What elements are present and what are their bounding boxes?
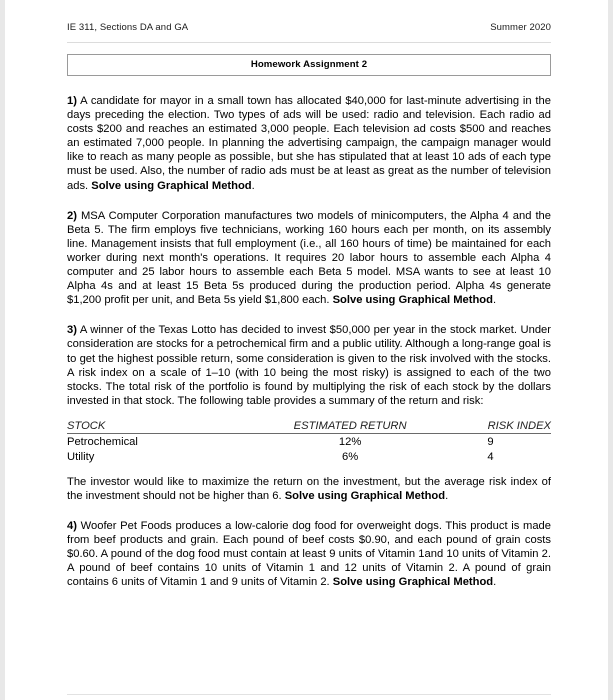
column-header-stock: STOCK [67, 419, 270, 434]
footer-divider [67, 694, 551, 695]
problem-4-period: . [493, 576, 497, 589]
problem-4-number: 4) [67, 519, 77, 532]
problem-2 [67, 209, 551, 308]
problem-3-body: A winner of the Texas Lotto has decided to invest $50,000 per year in the stock market. Under consideration are stocks for a petrochemical firm and a public utility. Although a long-range goal is to get the highest possible return, some consideration is given to the risk involved with the stocks. A risk index on a scale of 1–10 (with 10 being the most risky) is assigned to each of the two stocks. The total risk of the portfolio is found by multiplying the risk of each stock by the dollars invested in that stock. The following table provides a summary of the return and risk: [67, 324, 551, 407]
stock-summary-table [67, 419, 551, 464]
problem-1-solve-instruction: Solve using Graphical Method [91, 179, 252, 192]
problem-2-period: . [492, 294, 497, 307]
header-divider [67, 42, 551, 43]
problem-3-closing: The investor would like to maximize the return on the investment, but the average risk index of the investment should not be higher than 6. [67, 475, 551, 502]
stock-table-body [67, 434, 551, 464]
table-row [67, 434, 551, 449]
problem-1-number: 1) [67, 95, 77, 107]
document-page [5, 0, 608, 700]
running-head [67, 0, 551, 33]
cell-risk-index: 4 [487, 450, 494, 463]
problem-4-body: Woofer Pet Foods produces a low-calorie dog food for overweight dogs. This product is made from beef products and grain. Each pound of beef costs $0.90, and each pound of grain costs $0.60. A pound of the dog food must contain at least 9 units of Vitamin 1and 10 units of Vitamin 2. A pound of beef contains 10 units of Vitamin 1 and 12 units of Vitamin 2. A pound of grain contains 6 units of Vitamin 1 and 9 units of Vitamin 2. [67, 519, 551, 589]
column-header-estimated-return: ESTIMATED RETURN [270, 419, 430, 434]
problem-4-text [67, 519, 551, 589]
problem-1-period: . [251, 179, 255, 192]
problem-1-body: A candidate for mayor in a small town has allocated $40,000 for last-minute advertising in the days preceding the election. Two types of ads will be used: radio and television. Each radio ad costs $200 and reaches an estimated 3,000 people. Each television ad costs $500 and reaches an estimated 7,000 people. In planning the advertising campaign, the campaign manager would like to reach as many people as possible, but she has stipulated that at least 10 ads of each type must be used. Also, the number of radio ads must be at least as great as the number of television ads. [67, 95, 551, 192]
problem-3-closing-text [67, 475, 551, 503]
term-label: Summer 2020 [490, 22, 551, 33]
problem-1-text [67, 94, 551, 193]
problem-3-solve-instruction: Solve using Graphical Method [284, 489, 446, 502]
problem-4-solve-instruction: Solve using Graphical Method [332, 576, 494, 589]
problem-3-text [67, 323, 551, 408]
page-content [67, 0, 551, 589]
cell-estimated-return: 6% [342, 450, 359, 463]
problem-4 [67, 519, 551, 589]
cell-risk-index: 9 [487, 435, 494, 448]
cell-stock-name: Utility [67, 450, 95, 463]
problem-3-period: . [445, 489, 449, 502]
problem-2-solve-instruction: Solve using Graphical Method [332, 294, 493, 307]
problem-1 [67, 94, 551, 193]
assignment-title: Homework Assignment 2 [67, 54, 551, 76]
column-header-risk-index: RISK INDEX [430, 419, 551, 434]
problem-3 [67, 323, 551, 503]
problem-3-number: 3) [67, 324, 77, 337]
course-label: IE 311, Sections DA and GA [67, 22, 189, 33]
stock-table-head [67, 419, 551, 434]
cell-estimated-return: 12% [338, 435, 362, 448]
table-row [67, 449, 551, 464]
problem-list [67, 94, 551, 589]
problem-2-body: MSA Computer Corporation manufactures two models of minicomputers, the Alpha 4 and the Beta 5. The firm employs five technicians, working 160 hours each per month, on its assembly line. Management insists that full employment (i.e., all 160 hours of time) be maintained for each worker during next month's operations. It requires 20 labor hours to assemble each Alpha 4 computer and 25 labor hours to assemble each Beta 5 model. MSA wants to see at least 10 Alpha 4s and at least 15 Beta 5s produced during the production period. Alpha 4s generate $1,200 profit per unit, and Beta 5s yield $1,800 each. [67, 209, 551, 307]
problem-2-number: 2) [67, 209, 77, 222]
problem-2-text [67, 209, 551, 308]
table-header-row [67, 419, 551, 434]
cell-stock-name: Petrochemical [67, 435, 138, 448]
